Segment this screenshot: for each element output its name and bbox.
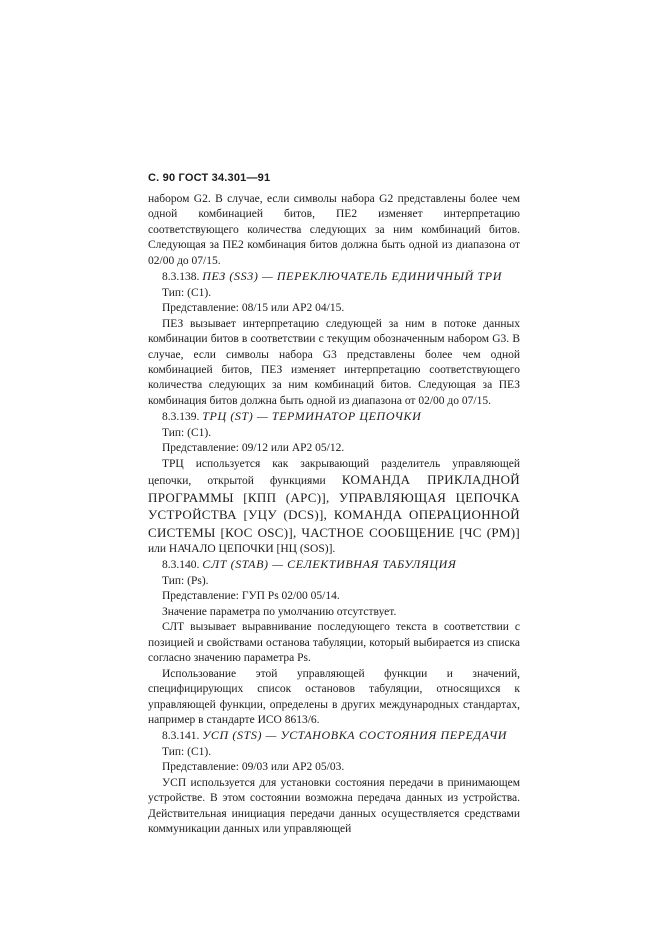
section-8-3-140-type: Тип: (Ps). <box>162 574 209 587</box>
section-8-3-141-text: УСП используется для установки состояния передачи в принимающем устройстве. В этом состоянии возможна передача данных из устройства. Действительная инициация передачи данных осуществляется средствами коммуникации данных или управляющей <box>148 776 520 836</box>
section-title: УСП (STS) — УСТАНОВКА СОСТОЯНИЯ ПЕРЕДАЧИ <box>202 728 508 743</box>
section-8-3-141-title <box>148 728 520 744</box>
section-8-3-140-title <box>148 557 520 573</box>
section-8-3-140-text-1: СЛТ вызывает выравнивание последующего текста в соответствии с позицией и свойствами останова табуляции, который выбирается из списка согласно значению параметра Ps. <box>148 621 520 665</box>
section-8-3-138-title <box>148 269 520 285</box>
section-title: СЛТ (STAB) — СЕЛЕКТИВНАЯ ТАБУЛЯЦИЯ <box>202 557 457 572</box>
section-8-3-139-title <box>148 409 520 425</box>
page-header: С. 90 ГОСТ 34.301—91 <box>148 172 271 184</box>
text-part-a: ТРЦ используется как закрывающий разделитель управляющей цепочки, открытой функциями <box>148 457 520 488</box>
section-8-3-139-representation: Представление: 09/12 или АР2 05/12. <box>162 442 345 455</box>
continuation-paragraph: набором G2. В случае, если символы набора G2 представлены более чем одной комбинацией битов, ПЕ2 изменяет интерпретацию соответствующего количества следующих за ним комбинаций битов. Следующая за ПЕ2 комбинация битов должна быть одной из диапазона от 02/00 до 07/15. <box>148 193 520 267</box>
section-8-3-138-type: Тип: (С1). <box>162 286 212 299</box>
text-part-b: или НАЧАЛО ЦЕПОЧКИ [НЦ (SOS)]. <box>148 542 336 555</box>
section-number: 8.3.141. <box>162 730 200 743</box>
section-8-3-138-representation: Представление: 08/15 или АР2 04/15. <box>162 302 345 315</box>
document-body <box>148 192 520 838</box>
section-number: 8.3.139. <box>162 411 200 424</box>
section-number: 8.3.140. <box>162 559 200 572</box>
section-number: 8.3.138. <box>162 271 200 284</box>
section-title: ТРЦ (ST) — ТЕРМИНАТОР ЦЕПОЧКИ <box>202 409 422 424</box>
section-8-3-139-text <box>148 457 520 558</box>
section-8-3-140-default: Значение параметра по умолчанию отсутствует. <box>162 605 397 618</box>
section-8-3-140-text-2: Использование этой управляющей функции и значений, специфицирующих список остановов табуляции, относящихся к управляющей функции, определены в других международных стандартах, например в стандарте ИСО 8613/6. <box>148 667 520 726</box>
section-title: ПЕЗ (SS3) — ПЕРЕКЛЮЧАТЕЛЬ ЕДИНИЧНЫЙ ТРИ <box>202 269 502 284</box>
section-8-3-139-type: Тип: (С1). <box>162 426 212 439</box>
section-8-3-138-text: ПЕЗ вызывает интерпретацию следующей за ним в потоке данных комбинации битов в соответствии с текущим обозначенным набором G3. В случае, если символы набора G3 представлены более чем одной комбинацией битов, ПЕЗ изменяет интерпретацию соответствующего количества следующих за ним комбинаций битов. Следующая за ПЕЗ комбинация битов должна быть одной из диапазона от 02/00 до 07/15. <box>148 317 520 407</box>
section-8-3-141-type: Тип: (С1). <box>162 745 212 758</box>
section-8-3-141-representation: Представление: 09/03 или АР2 05/03. <box>162 761 345 774</box>
section-8-3-140-representation: Представление: ГУП Ps 02/00 05/14. <box>162 590 340 603</box>
function-list: КОМАНДА ПРИКЛАДНОЙ ПРОГРАММЫ [КПП (АРС)], УПРАВЛЯЮЩАЯ ЦЕПОЧКА УСТРОЙСТВА [УЦУ (DCS)], КОМАНДА ОПЕРАЦИОННОЙ СИСТЕМЫ [КОС OSC)], ЧАСТНОЕ СООБЩЕНИЕ [ЧС (PM)] <box>148 472 520 540</box>
